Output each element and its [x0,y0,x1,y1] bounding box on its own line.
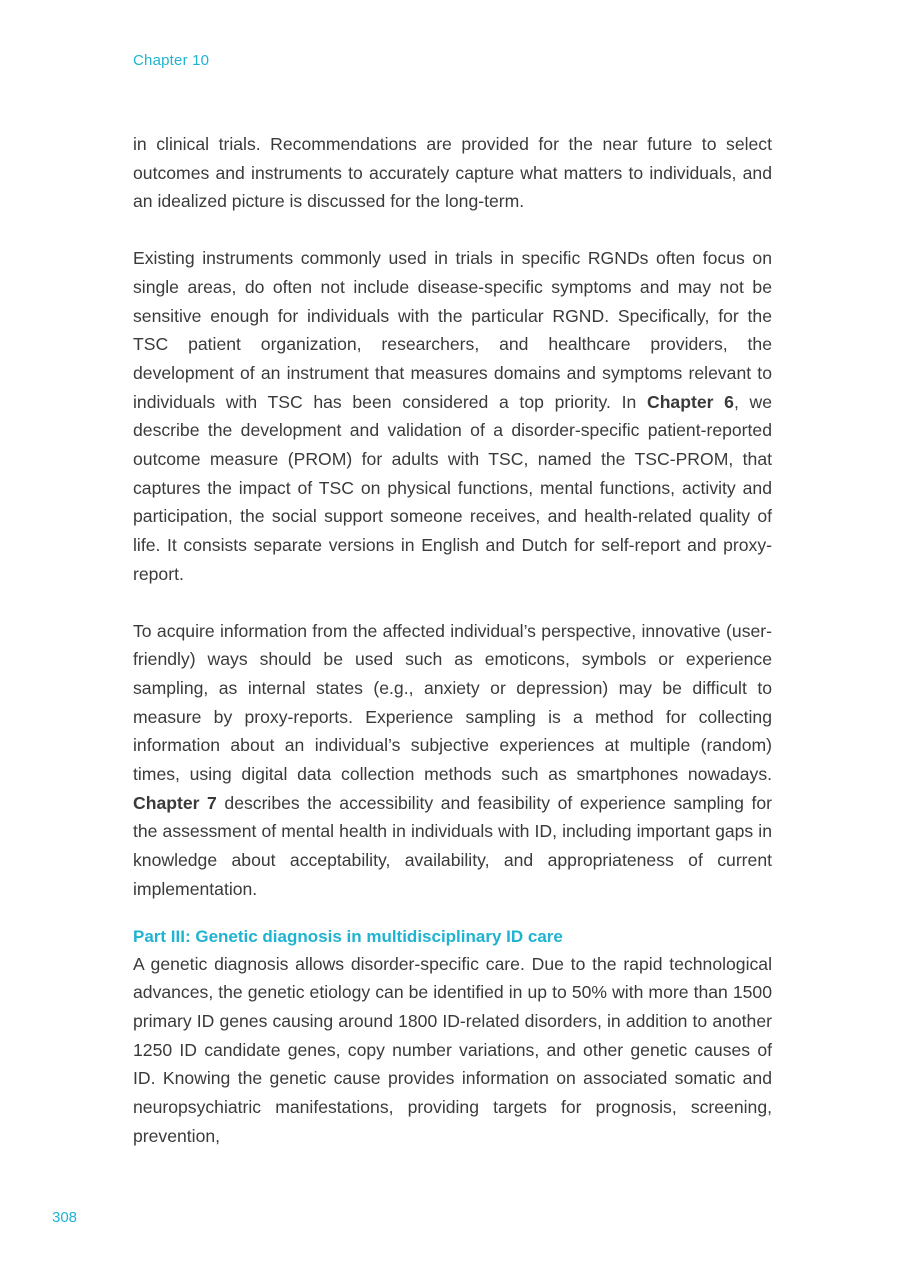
paragraph-experience-sampling-text-end: describes the accessibility and feasibility of experience sampling for the assessment of mental health in individuals with ID, including important gaps in knowledge about acceptability, availability, and appropriateness of current implementation. [133,792,772,899]
paragraph-intro [133,130,772,216]
paragraph-intro-text: in clinical trials. Recommendations are provided for the near future to select outcomes and instruments to accurately capture what matters to individuals, and an idealized picture is discussed for the long-term. [133,134,772,212]
chapter-7-reference: Chapter 7 [133,792,217,813]
paragraph-genetic-diagnosis [133,950,772,1151]
paragraph-experience-sampling-text-start: To acquire information from the affected individual’s perspective, innovative (user-friendly) ways should be used such as emoticons, symbols or experience sampling, as internal states (e.g., anxiety or depression) may be difficult to measure by proxy-reports. Experience sampling is a method for collecting information about an individual’s subjective experiences at multiple (random) times, using digital data collection methods such as smartphones nowadays. [133,620,772,785]
running-header-chapter: Chapter 10 [133,52,210,69]
chapter-6-reference: Chapter 6 [646,391,734,412]
page-body [133,130,772,1179]
paragraph-instruments-text-end: , we describe the development and validation of a disorder-specific patient-reported outcome measure (PROM) for adults with TSC, named the TSC-PROM, that captures the impact of TSC on physical functions, mental functions, activity and participation, the social support someone receives, and health-related quality of life. It consists separate versions in English and Dutch for self-report and proxy-report. [133,391,772,584]
page-number: 308 [52,1209,78,1226]
paragraph-instruments [133,244,772,588]
paragraph-genetic-diagnosis-text: A genetic diagnosis allows disorder-specific care. Due to the rapid technological advances, the genetic etiology can be identified in up to 50% with more than 1500 primary ID genes causing around 1800 ID-related disorders, in addition to another 1250 ID candidate genes, copy number variations, and other genetic causes of ID. Knowing the genetic cause provides information on associated somatic and neuropsychiatric manifestations, providing targets for prognosis, screening, prevention, [133,953,772,1146]
paragraph-experience-sampling [133,617,772,904]
section-heading-part-3: Part III: Genetic diagnosis in multidisciplinary ID care [133,926,563,946]
paragraph-instruments-text-start: Existing instruments commonly used in trials in specific RGNDs often focus on single areas, do often not include disease-specific symptoms and may not be sensitive enough for individuals with the particular RGND. Specifically, for the TSC patient organization, researchers, and healthcare providers, the development of an instrument that measures domains and symptoms relevant to individuals with TSC has been considered a top priority. In [133,248,772,412]
